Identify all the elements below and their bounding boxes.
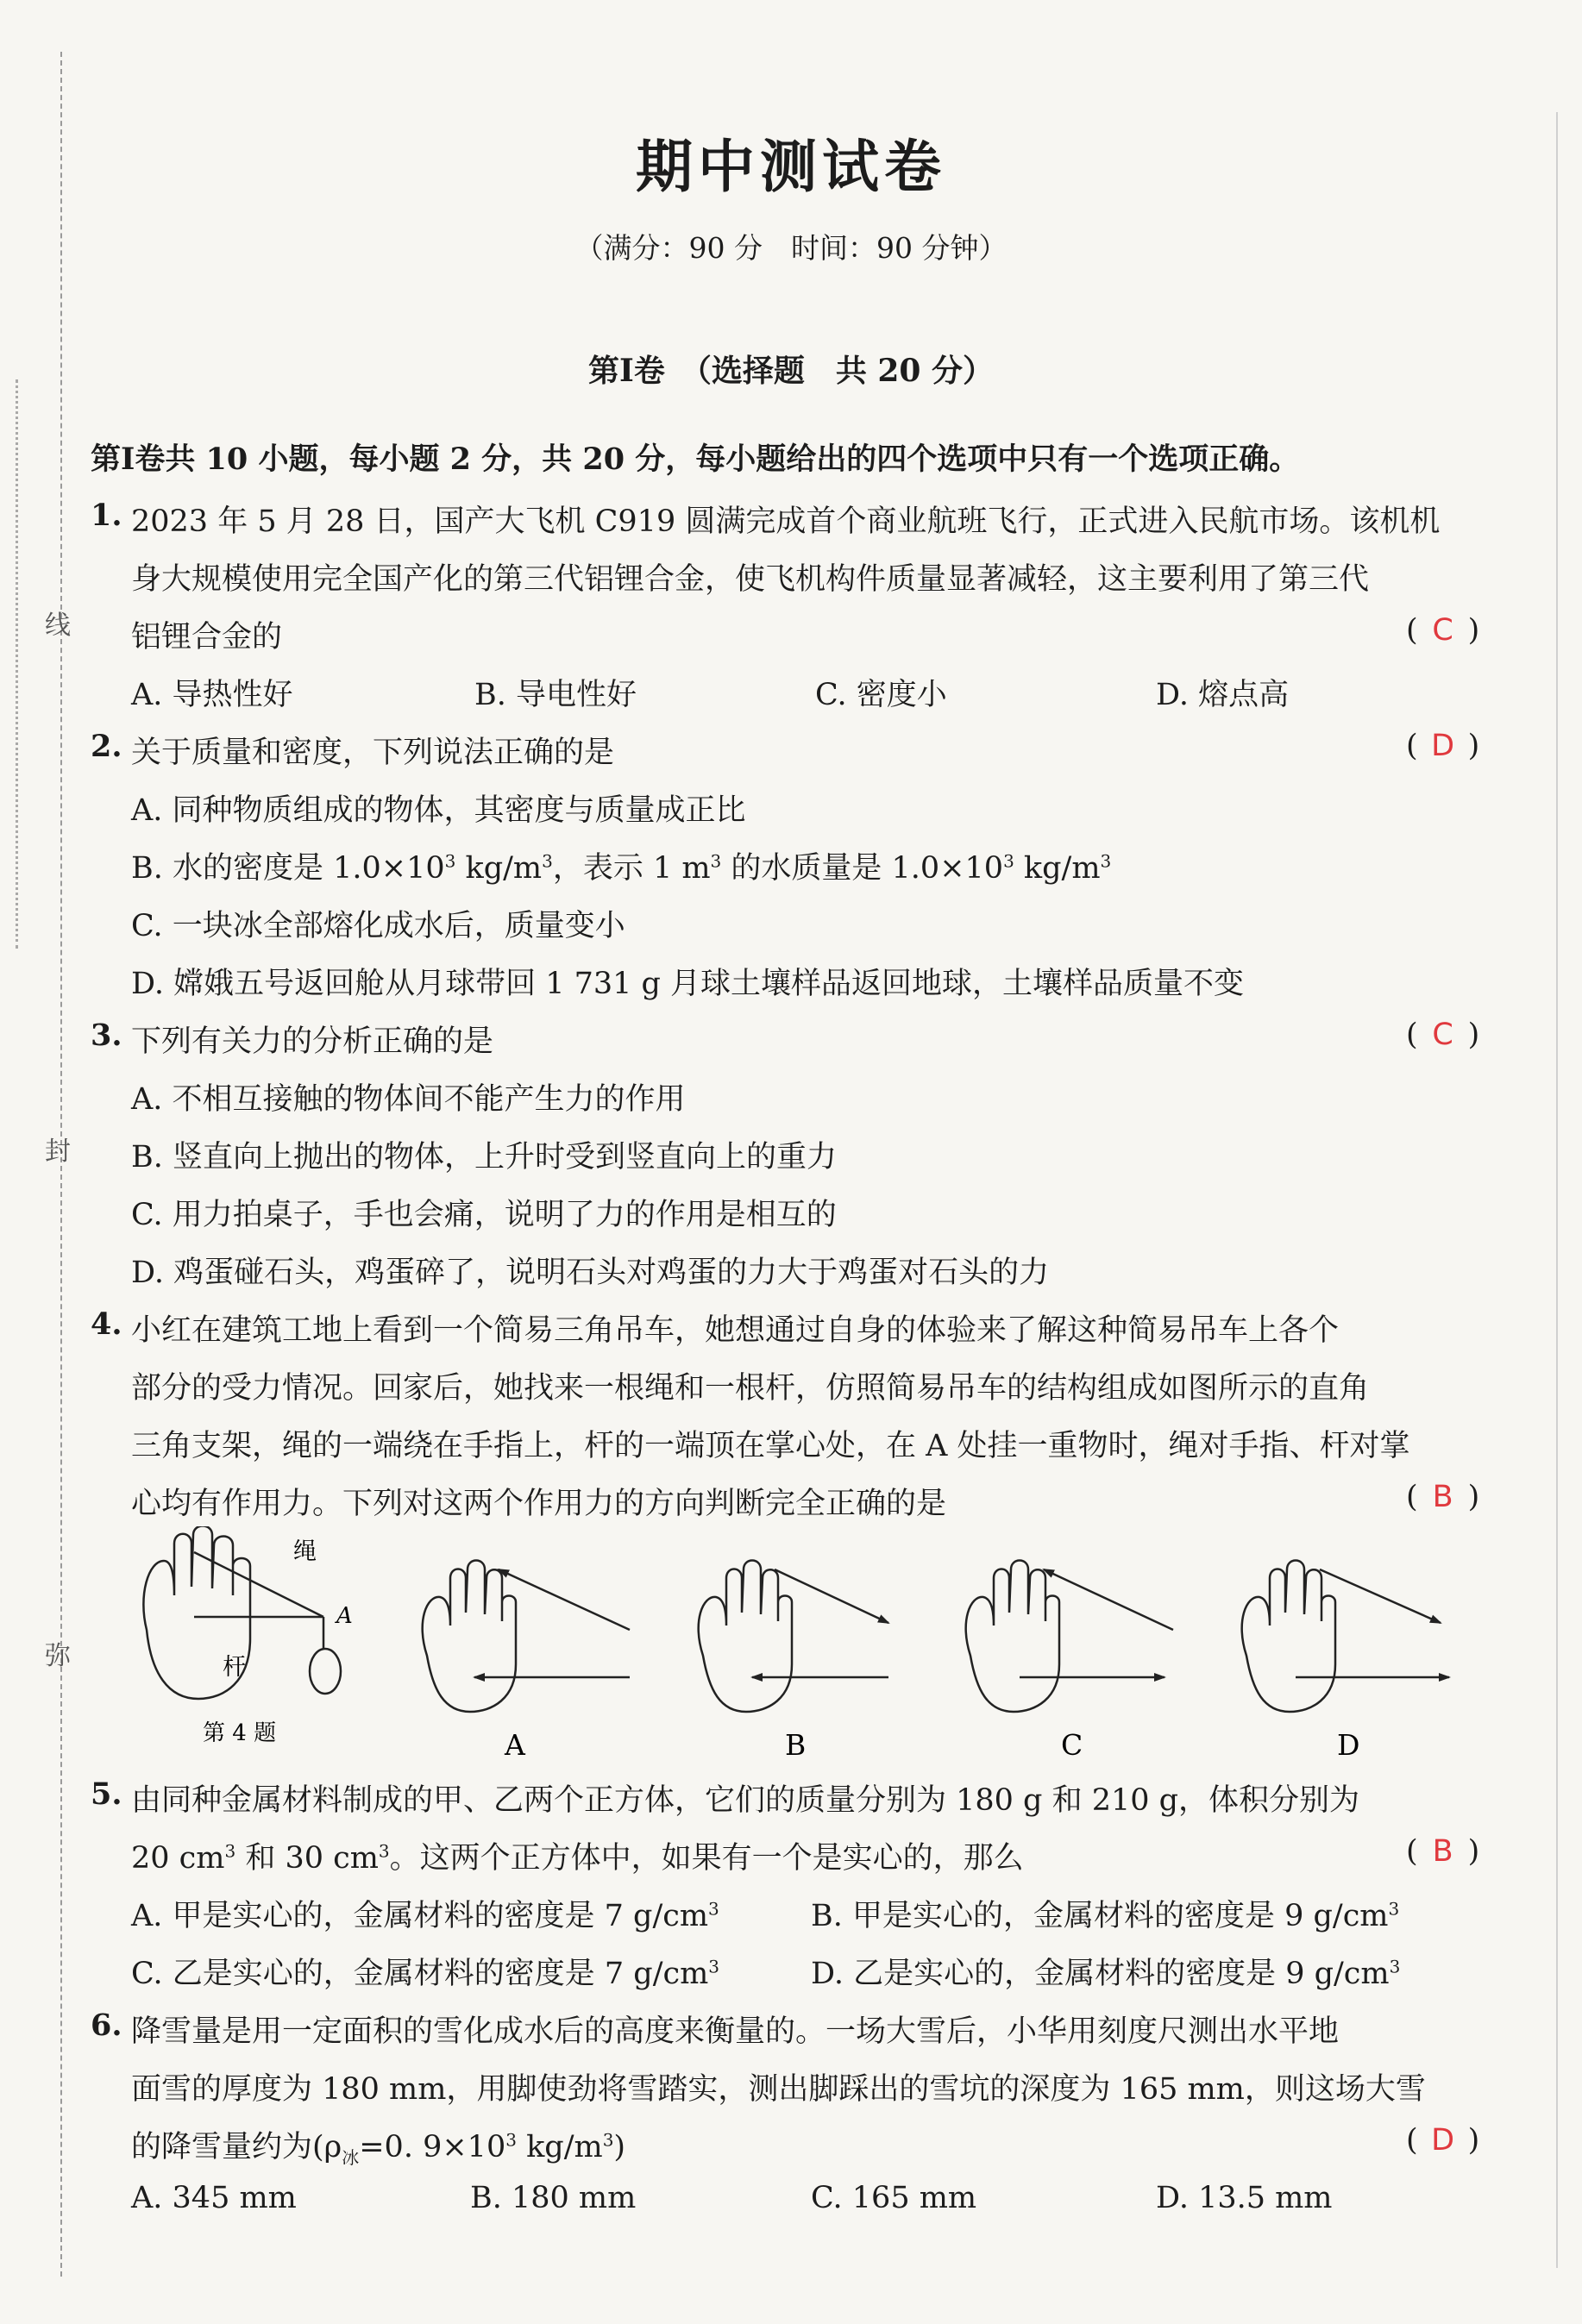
- q4-line-4: 心均有作用力。下列对这两个作用力的方向判断完全正确的是: [131, 1487, 947, 1521]
- q4-figure-drawing: [129, 1526, 1510, 1768]
- q2-option-c: C. 一块冰全部熔化成水后，质量变小: [131, 909, 625, 943]
- right-edge-line: [1556, 112, 1558, 2268]
- q5-line-2: 20 $cm^3$ 和 30 $cm^3$。这两个正方体中，如果有一个是实心的，那么: [131, 1840, 1024, 1876]
- option-c-diagram: [966, 1561, 1173, 1713]
- q6-option-d: D. 13.5 mm: [1156, 2181, 1333, 2215]
- q3-option-a: A. 不相互接触的物体间不能产生力的作用: [131, 1082, 686, 1117]
- option-d-diagram: [1242, 1561, 1449, 1713]
- q3-option-c: C. 用力拍桌子，手也会痛，说明了力的作用是相互的: [131, 1198, 837, 1232]
- q4-figure: [129, 1526, 1510, 1768]
- q6-option-c: C. 165 mm: [811, 2181, 977, 2215]
- figure-caption: 第 4 题: [203, 1720, 277, 1746]
- option-d-label: D: [1337, 1728, 1360, 1762]
- option-c-label: C: [1061, 1728, 1083, 1762]
- q6-option-a: A. 345 mm: [131, 2181, 297, 2215]
- q1-answer: ( C ): [1406, 613, 1480, 648]
- q6-line-2: 面雪的厚度为 180 mm，用脚使劲将雪踏实，测出脚踩出的雪坑的深度为 165 mm，则这场大雪: [131, 2072, 1426, 2107]
- q1-line-1: 2023 年 5 月 28 日，国产大飞机 C919 圆满完成首个商业航班飞行，正式进入民航市场。该机机: [131, 504, 1441, 539]
- q3-option-b: B. 竖直向上抛出的物体，上升时受到竖直向上的重力: [131, 1140, 837, 1175]
- q2-answer: ( D ): [1406, 729, 1480, 763]
- q5-option-d: D. 乙是实心的，金属材料的密度是 9 $g/cm^3$: [811, 1956, 1401, 1991]
- q4-line-2: 部分的受力情况。回家后，她找来一根绳和一根杆，仿照简易吊车的结构组成如图所示的直角: [131, 1371, 1370, 1406]
- left-edge-marks: [16, 379, 30, 949]
- q1-line-3: 铝锂合金的: [131, 620, 283, 655]
- q3-answer: ( C ): [1406, 1018, 1480, 1052]
- margin-secret-char: 弥: [45, 1641, 71, 1671]
- section-title: 第Ⅰ卷 （选择题 共 20 分）: [587, 353, 994, 389]
- q5-line-1: 由同种金属材料制成的甲、乙两个正方体，它们的质量分别为 180 g 和 210 g，体积分别为: [131, 1783, 1360, 1818]
- option-a-diagram: [423, 1561, 630, 1713]
- q4-line-3: 三角支架，绳的一端绕在手指上，杆的一端顶在掌心处，在 A 处挂一重物时，绳对手指、杆对掌: [131, 1429, 1410, 1463]
- q3-option-d: D. 鸡蛋碰石头，鸡蛋碎了，说明石头对鸡蛋的力大于鸡蛋对石头的力: [131, 1256, 1050, 1290]
- q4-answer: ( B ): [1406, 1480, 1480, 1514]
- q4-number: 4.: [91, 1306, 122, 1342]
- point-a-label: A: [336, 1603, 353, 1629]
- q6-number: 6.: [91, 2008, 122, 2043]
- margin-line-char: 线: [45, 611, 71, 641]
- q2-option-b: B. 水的密度是 $1.0\times 10^3$ $kg/m^3$，表示 1 $m^3$ 的水质量是 $1.0\times 10^3$ $kg/m^3$: [131, 850, 1112, 886]
- q5-answer: ( B ): [1406, 1834, 1480, 1869]
- q5-number: 5.: [91, 1776, 122, 1812]
- q2-answer-letter: D: [1431, 729, 1455, 763]
- q4-line-1: 小红在建筑工地上看到一个简易三角吊车，她想通过自身的体验来了解这种简易吊车上各个: [131, 1313, 1340, 1348]
- q6-line-3: 的降雪量约为($\rho_冰=0$. $9\times 10^3$ $kg/m^3$): [131, 2129, 626, 2168]
- option-b-diagram: [699, 1561, 888, 1713]
- q1-line-2: 身大规模使用完全国产化的第三代铝锂合金，使飞机构件质量显著减轻，这主要利用了第三代: [131, 562, 1370, 597]
- q1-option-b: B. 导电性好: [474, 678, 637, 712]
- q6-line-1: 降雪量是用一定面积的雪化成水后的高度来衡量的。一场大雪后，小华用刻度尺测出水平地: [131, 2014, 1340, 2049]
- q2-option-a: A. 同种物质组成的物体，其密度与质量成正比: [131, 793, 746, 828]
- rope-label: 绳: [293, 1538, 317, 1565]
- q4-answer-letter: B: [1432, 1480, 1453, 1514]
- section-instructions: 第Ⅰ卷共 10 小题，每小题 2 分，共 20 分，每小题给出的四个选项中只有一个选项正确。: [91, 442, 1300, 477]
- q6-answer-letter: D: [1431, 2123, 1455, 2158]
- q5-answer-letter: B: [1432, 1834, 1453, 1869]
- q2-option-d: D. 嫦娥五号返回舱从月球带回 1 731 g 月球土壤样品返回地球，土壤样品质量不变: [131, 967, 1245, 1001]
- q3-stem: 下列有关力的分析正确的是: [131, 1024, 494, 1059]
- q1-number: 1.: [91, 498, 122, 533]
- q2-stem: 关于质量和密度，下列说法正确的是: [131, 736, 615, 770]
- option-b-label: B: [785, 1728, 807, 1762]
- q6-answer: ( D ): [1406, 2123, 1480, 2158]
- q2-number: 2.: [91, 729, 122, 764]
- option-a-label: A: [505, 1728, 525, 1762]
- q1-answer-letter: C: [1432, 613, 1453, 648]
- rod-label: 杆: [223, 1654, 246, 1681]
- q1-option-c: C. 密度小: [815, 678, 947, 712]
- q5-option-a: A. 甲是实心的，金属材料的密度是 7 $g/cm^3$: [131, 1898, 719, 1933]
- margin-seal-char: 封: [45, 1137, 71, 1167]
- page-title: 期中测试卷: [636, 133, 946, 200]
- q3-number: 3.: [91, 1018, 122, 1053]
- q1-option-d: D. 熔点高: [1156, 678, 1290, 712]
- q5-option-c: C. 乙是实心的，金属材料的密度是 7 $g/cm^3$: [131, 1956, 720, 1991]
- q1-option-a: A. 导热性好: [131, 678, 293, 712]
- q3-answer-letter: C: [1432, 1018, 1453, 1052]
- q5-option-b: B. 甲是实心的，金属材料的密度是 9 $g/cm^3$: [811, 1898, 1400, 1933]
- page-subtitle: （满分：90 分 时间：90 分钟）: [574, 231, 1008, 265]
- q6-option-b: B. 180 mm: [470, 2181, 637, 2215]
